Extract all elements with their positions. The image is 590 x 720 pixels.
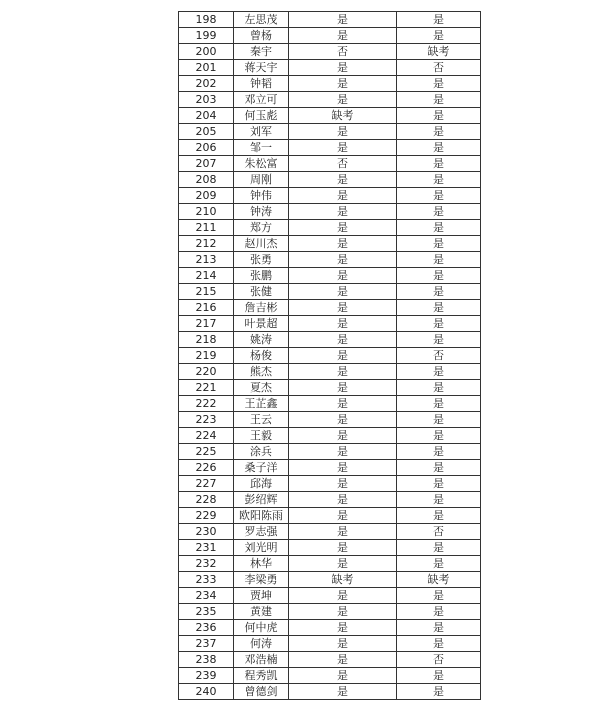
result-a-cell: 是 (289, 124, 397, 140)
result-a-cell: 否 (289, 44, 397, 60)
result-a-cell: 是 (289, 428, 397, 444)
result-a-cell: 是 (289, 588, 397, 604)
row-number-cell: 213 (179, 252, 234, 268)
result-b-cell: 是 (397, 684, 481, 700)
row-number-cell: 236 (179, 620, 234, 636)
result-b-cell: 是 (397, 300, 481, 316)
row-number-cell: 233 (179, 572, 234, 588)
row-number-cell: 230 (179, 524, 234, 540)
result-b-cell: 是 (397, 636, 481, 652)
result-b-cell: 是 (397, 332, 481, 348)
result-b-cell: 是 (397, 620, 481, 636)
result-a-cell: 是 (289, 444, 397, 460)
table-row (179, 556, 481, 572)
result-a-cell: 是 (289, 300, 397, 316)
table-row (179, 44, 481, 60)
result-a-cell: 是 (289, 12, 397, 28)
table-row (179, 348, 481, 364)
result-b-cell: 缺考 (397, 572, 481, 588)
result-b-cell: 是 (397, 428, 481, 444)
result-b-cell: 是 (397, 28, 481, 44)
result-b-cell: 是 (397, 204, 481, 220)
name-cell: 李梁勇 (234, 572, 289, 588)
result-b-cell: 是 (397, 284, 481, 300)
result-b-cell: 否 (397, 348, 481, 364)
result-a-cell: 是 (289, 524, 397, 540)
row-number-cell: 232 (179, 556, 234, 572)
table-row (179, 492, 481, 508)
result-b-cell: 是 (397, 108, 481, 124)
name-cell: 邱海 (234, 476, 289, 492)
name-cell: 曾杨 (234, 28, 289, 44)
row-number-cell: 209 (179, 188, 234, 204)
result-a-cell: 否 (289, 156, 397, 172)
row-number-cell: 226 (179, 460, 234, 476)
row-number-cell: 207 (179, 156, 234, 172)
result-b-cell: 是 (397, 380, 481, 396)
result-b-cell: 是 (397, 316, 481, 332)
result-a-cell: 是 (289, 652, 397, 668)
row-number-cell: 198 (179, 12, 234, 28)
row-number-cell: 199 (179, 28, 234, 44)
name-cell: 涂兵 (234, 444, 289, 460)
table-row (179, 508, 481, 524)
result-b-cell: 是 (397, 140, 481, 156)
table-row (179, 332, 481, 348)
result-a-cell: 是 (289, 364, 397, 380)
row-number-cell: 204 (179, 108, 234, 124)
result-a-cell: 是 (289, 556, 397, 572)
result-a-cell: 是 (289, 620, 397, 636)
row-number-cell: 217 (179, 316, 234, 332)
table-row (179, 588, 481, 604)
result-a-cell: 是 (289, 348, 397, 364)
result-a-cell: 是 (289, 92, 397, 108)
row-number-cell: 203 (179, 92, 234, 108)
result-a-cell: 是 (289, 476, 397, 492)
table-row (179, 604, 481, 620)
row-number-cell: 237 (179, 636, 234, 652)
result-a-cell: 是 (289, 284, 397, 300)
results-table (178, 11, 481, 700)
name-cell: 熊杰 (234, 364, 289, 380)
result-b-cell: 是 (397, 12, 481, 28)
name-cell: 詹吉彬 (234, 300, 289, 316)
result-a-cell: 是 (289, 460, 397, 476)
name-cell: 彭绍辉 (234, 492, 289, 508)
table-row (179, 284, 481, 300)
name-cell: 欧阳陈雨 (234, 508, 289, 524)
table-row (179, 92, 481, 108)
table-row (179, 428, 481, 444)
result-a-cell: 是 (289, 380, 397, 396)
result-a-cell: 是 (289, 684, 397, 700)
result-a-cell: 是 (289, 76, 397, 92)
result-a-cell: 是 (289, 236, 397, 252)
result-a-cell: 是 (289, 604, 397, 620)
row-number-cell: 234 (179, 588, 234, 604)
result-a-cell: 是 (289, 396, 397, 412)
table-row (179, 540, 481, 556)
name-cell: 秦宇 (234, 44, 289, 60)
table-row (179, 396, 481, 412)
name-cell: 黄建 (234, 604, 289, 620)
result-a-cell: 是 (289, 668, 397, 684)
table-row (179, 364, 481, 380)
result-b-cell: 是 (397, 188, 481, 204)
result-a-cell: 是 (289, 636, 397, 652)
result-a-cell: 是 (289, 268, 397, 284)
result-b-cell: 是 (397, 76, 481, 92)
table-row (179, 652, 481, 668)
table-row (179, 300, 481, 316)
result-a-cell: 是 (289, 204, 397, 220)
result-b-cell: 是 (397, 172, 481, 188)
table-row (179, 620, 481, 636)
result-a-cell: 是 (289, 332, 397, 348)
row-number-cell: 231 (179, 540, 234, 556)
result-b-cell: 是 (397, 396, 481, 412)
result-b-cell: 是 (397, 540, 481, 556)
result-b-cell: 是 (397, 252, 481, 268)
name-cell: 桑子洋 (234, 460, 289, 476)
result-b-cell: 是 (397, 588, 481, 604)
row-number-cell: 223 (179, 412, 234, 428)
row-number-cell: 235 (179, 604, 234, 620)
result-b-cell: 缺考 (397, 44, 481, 60)
name-cell: 左思茂 (234, 12, 289, 28)
name-cell: 林华 (234, 556, 289, 572)
row-number-cell: 211 (179, 220, 234, 236)
name-cell: 刘光明 (234, 540, 289, 556)
result-b-cell: 否 (397, 524, 481, 540)
result-a-cell: 是 (289, 508, 397, 524)
result-b-cell: 是 (397, 412, 481, 428)
name-cell: 张健 (234, 284, 289, 300)
result-b-cell: 是 (397, 220, 481, 236)
result-b-cell: 是 (397, 268, 481, 284)
result-a-cell: 是 (289, 28, 397, 44)
result-a-cell: 是 (289, 252, 397, 268)
result-b-cell: 是 (397, 508, 481, 524)
table-row (179, 444, 481, 460)
row-number-cell: 210 (179, 204, 234, 220)
row-number-cell: 238 (179, 652, 234, 668)
name-cell: 邓浩楠 (234, 652, 289, 668)
table-row (179, 220, 481, 236)
result-a-cell: 缺考 (289, 108, 397, 124)
row-number-cell: 200 (179, 44, 234, 60)
result-b-cell: 是 (397, 236, 481, 252)
name-cell: 蒋天宇 (234, 60, 289, 76)
row-number-cell: 228 (179, 492, 234, 508)
row-number-cell: 215 (179, 284, 234, 300)
name-cell: 邹一 (234, 140, 289, 156)
name-cell: 周刚 (234, 172, 289, 188)
name-cell: 贾坤 (234, 588, 289, 604)
table-row (179, 188, 481, 204)
table-row (179, 28, 481, 44)
result-a-cell: 是 (289, 492, 397, 508)
name-cell: 郑方 (234, 220, 289, 236)
table-row (179, 316, 481, 332)
results-table-body (179, 12, 481, 700)
row-number-cell: 224 (179, 428, 234, 444)
name-cell: 钟涛 (234, 204, 289, 220)
row-number-cell: 225 (179, 444, 234, 460)
result-a-cell: 是 (289, 220, 397, 236)
result-a-cell: 是 (289, 188, 397, 204)
name-cell: 赵川杰 (234, 236, 289, 252)
result-b-cell: 是 (397, 492, 481, 508)
row-number-cell: 212 (179, 236, 234, 252)
table-row (179, 460, 481, 476)
table-row (179, 76, 481, 92)
row-number-cell: 222 (179, 396, 234, 412)
table-row (179, 156, 481, 172)
row-number-cell: 239 (179, 668, 234, 684)
result-a-cell: 是 (289, 316, 397, 332)
name-cell: 夏杰 (234, 380, 289, 396)
name-cell: 杨俊 (234, 348, 289, 364)
table-row (179, 524, 481, 540)
name-cell: 王毅 (234, 428, 289, 444)
row-number-cell: 214 (179, 268, 234, 284)
table-row (179, 268, 481, 284)
name-cell: 姚涛 (234, 332, 289, 348)
name-cell: 张勇 (234, 252, 289, 268)
result-a-cell: 是 (289, 540, 397, 556)
table-row (179, 668, 481, 684)
row-number-cell: 201 (179, 60, 234, 76)
name-cell: 邓立可 (234, 92, 289, 108)
result-b-cell: 否 (397, 60, 481, 76)
name-cell: 何玉彪 (234, 108, 289, 124)
name-cell: 钟韬 (234, 76, 289, 92)
name-cell: 王芷鑫 (234, 396, 289, 412)
name-cell: 钟伟 (234, 188, 289, 204)
result-a-cell: 缺考 (289, 572, 397, 588)
table-row (179, 236, 481, 252)
row-number-cell: 216 (179, 300, 234, 316)
table-row (179, 412, 481, 428)
result-b-cell: 是 (397, 92, 481, 108)
table-row (179, 108, 481, 124)
table-row (179, 140, 481, 156)
table-row (179, 636, 481, 652)
result-a-cell: 是 (289, 140, 397, 156)
name-cell: 叶景超 (234, 316, 289, 332)
table-row (179, 172, 481, 188)
name-cell: 朱松富 (234, 156, 289, 172)
name-cell: 罗志强 (234, 524, 289, 540)
name-cell: 曾德剑 (234, 684, 289, 700)
row-number-cell: 219 (179, 348, 234, 364)
name-cell: 王云 (234, 412, 289, 428)
name-cell: 程秀凯 (234, 668, 289, 684)
table-row (179, 476, 481, 492)
result-a-cell: 是 (289, 412, 397, 428)
row-number-cell: 220 (179, 364, 234, 380)
result-b-cell: 是 (397, 156, 481, 172)
name-cell: 刘军 (234, 124, 289, 140)
table-row (179, 380, 481, 396)
table-row (179, 572, 481, 588)
row-number-cell: 202 (179, 76, 234, 92)
name-cell: 何中虎 (234, 620, 289, 636)
result-a-cell: 是 (289, 60, 397, 76)
row-number-cell: 227 (179, 476, 234, 492)
table-row (179, 252, 481, 268)
row-number-cell: 206 (179, 140, 234, 156)
table-row (179, 124, 481, 140)
name-cell: 何涛 (234, 636, 289, 652)
table-row (179, 60, 481, 76)
row-number-cell: 221 (179, 380, 234, 396)
result-b-cell: 是 (397, 124, 481, 140)
result-b-cell: 否 (397, 652, 481, 668)
result-b-cell: 是 (397, 604, 481, 620)
table-row (179, 204, 481, 220)
result-b-cell: 是 (397, 444, 481, 460)
result-b-cell: 是 (397, 364, 481, 380)
row-number-cell: 218 (179, 332, 234, 348)
result-b-cell: 是 (397, 556, 481, 572)
row-number-cell: 205 (179, 124, 234, 140)
row-number-cell: 240 (179, 684, 234, 700)
table-row (179, 12, 481, 28)
result-b-cell: 是 (397, 476, 481, 492)
row-number-cell: 208 (179, 172, 234, 188)
name-cell: 张鹏 (234, 268, 289, 284)
result-a-cell: 是 (289, 172, 397, 188)
result-b-cell: 是 (397, 460, 481, 476)
row-number-cell: 229 (179, 508, 234, 524)
result-b-cell: 是 (397, 668, 481, 684)
table-row (179, 684, 481, 700)
